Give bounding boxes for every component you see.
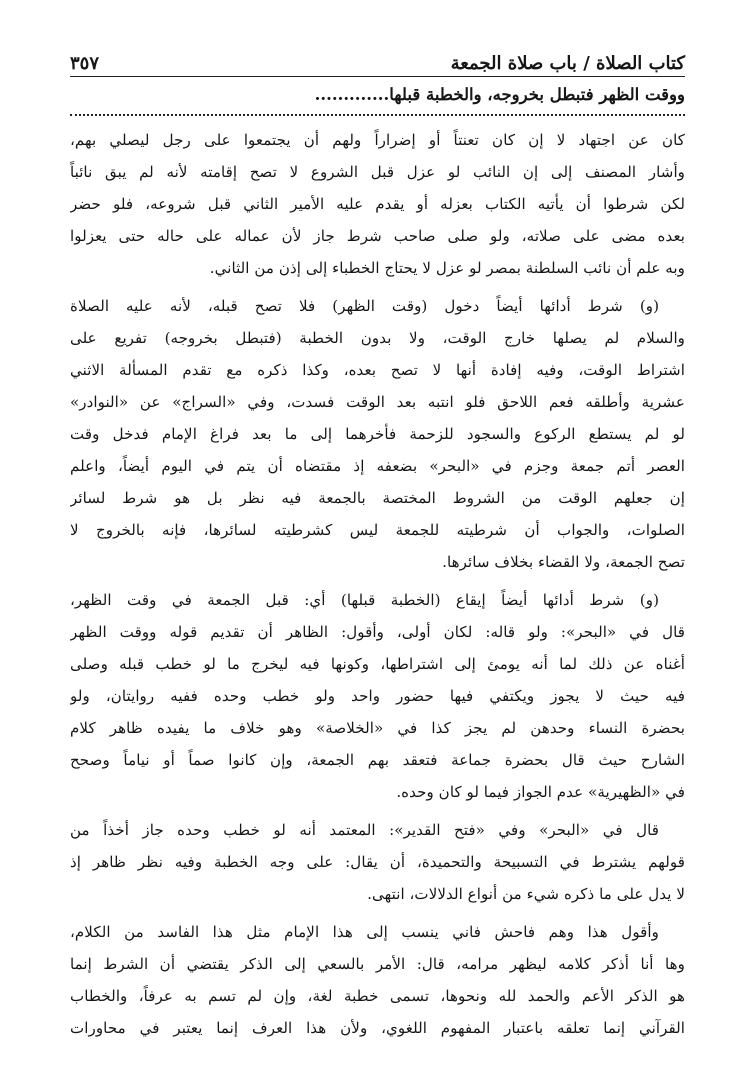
text-line: لو لم يستطع الركوع والسجود للزحمة فأخرهما إلى ما بعد فراغ الإمام فدخل وقت xyxy=(70,425,685,443)
text-line: فيه حيث لا يجوز ويكتفي فيها حضور واحد ولو خطب وحده ففيه روايتان، ولو xyxy=(70,687,685,705)
text-line: وها أنا أذكر كلامه ليظهر مرامه، قال: الأمر بالسعي إلى الذكر يقتضي أن الشرط إنما xyxy=(70,955,685,973)
text-line: قولهم يشترط في التسبيحة والتحميدة، أن يقال: على وجه الخطبة وفيه نظر ظاهر إذ xyxy=(70,853,685,871)
paragraph xyxy=(70,124,685,284)
matn-text: ووقت الظهر فتبطل بخروجه، والخطبة قبلها............. xyxy=(314,85,685,104)
text-line: قال في «البحر»: ولو قاله: لكان أولى، وأقول: الظاهر أن تقديم قوله ووقت الظهر xyxy=(70,623,685,641)
text-line: أغناه عن ذلك لما أنه يومئ إلى اشتراطها، وكونها فيه ليخرج ما لو خطب قبله وصلى xyxy=(70,655,685,673)
paragraph xyxy=(70,916,685,1044)
text-line: بحضرة النساء وحدهن لم يجز كذا في «الخلاصة» وهو خلاف ما يفيده ظاهر كلام xyxy=(70,719,685,737)
page-number: ٣٥٧ xyxy=(70,53,100,74)
text-line: والسلام لم يصلها خارج الوقت، ولا بدون الخطبة (فتبطل بخروجه) تفريع على xyxy=(70,329,685,347)
text-line: الشارح حيث قال بحضرة جماعة فتعقد بهم الجمعة، وإن كانوا صماً أو نياماً وصحح xyxy=(70,751,685,769)
text-line: كان عن اجتهاد لا إن كان تعنتاً أو إضراراً ولهم أن يجتمعوا على رجل ليصلي بهم، xyxy=(70,131,685,149)
text-line: إن جعلهم الوقت من الشروط المختصة بالجمعة فيه نظر بل هو شرط لسائر xyxy=(70,489,685,507)
header-rule xyxy=(70,76,685,77)
running-header xyxy=(70,40,685,74)
header-title: كتاب الصلاة / باب صلاة الجمعة xyxy=(450,53,685,74)
text-line: الصلوات، والجواب أن شرطيته للجمعة ليس كشرطيته لسائرها، فإنه بالخروج لا xyxy=(70,521,685,539)
text-line: في «الظهيرية» عدم الجواز فيما لو كان وحده. xyxy=(396,783,685,801)
text-line: هو الذكر الأعم والحمد لله ونحوها، تسمى خطبة لغة، وإن لم تسم به عرفاً، والخطاب xyxy=(70,987,685,1005)
paragraph xyxy=(70,584,685,808)
paragraph xyxy=(70,290,685,578)
text-line: اشتراط الوقت، وفيه إفادة أنها لا تصح بعده، وكذا ذكره مع تقدم المسألة الاثني xyxy=(70,361,685,379)
text-line: قال في «البحر» وفي «فتح القدير»: المعتمد أنه لو خطب وحده جاز أخذاً من xyxy=(70,821,659,839)
text-line: العصر أتم جمعة وجزم في «البحر» بضعفه إذ مقتضاه أن يتم في اليوم أيضاً، واعلم xyxy=(70,457,685,475)
text-line: القرآني إنما تعلقه باعتبار المفهوم اللغوي، ولأن هذا العرف إنما يعتبر في محاورات xyxy=(70,1019,685,1037)
text-line: (و) شرط أدائها أيضاً إيقاع (الخطبة قبلها) أي: قبل الجمعة في وقت الظهر، xyxy=(70,591,659,609)
text-line: وبه علم أن نائب السلطنة بمصر لو عزل لا يحتاج الخطباء إلى إذن من الثاني. xyxy=(209,259,685,277)
text-line: لا يدل على ما ذكره شيء من أنواع الدلالات، انتهى. xyxy=(367,885,685,903)
text-line: لكن شرطوا أن يأتيه الكتاب بعزله أو يقدم عليه الأمير الثاني قبل شروعه، فلو حضر xyxy=(70,195,685,213)
text-line: وأشار المصنف إلى إن النائب لو عزل قبل الشروع لا تصح إقامته لأنه لم يبق نائباً xyxy=(70,163,685,181)
text-line: (و) شرط أدائها أيضاً دخول (وقت الظهر) فلا تصح قبله، لأنه عليه الصلاة xyxy=(70,297,659,315)
commentary-body xyxy=(70,124,685,1048)
text-line: عشرية وأطلقه فعم اللاحق فلو انتبه بعد الوقت فسدت، وفي «السراج» عن «النوادر» xyxy=(70,393,685,411)
text-line: وأقول هذا وهم فاحش فاني ينسب إلى هذا الإمام مثل هذا الفاسد من الكلام، xyxy=(70,923,659,941)
text-line: تصح الجمعة، ولا القضاء بخلاف سائرها. xyxy=(442,553,685,571)
dotted-separator xyxy=(70,114,685,116)
text-line: بعده مضى على صلاته، ولو صلى صاحب شرط جاز لأن عماله على حاله حتى يعزلوا xyxy=(70,227,685,245)
paragraph xyxy=(70,814,685,910)
